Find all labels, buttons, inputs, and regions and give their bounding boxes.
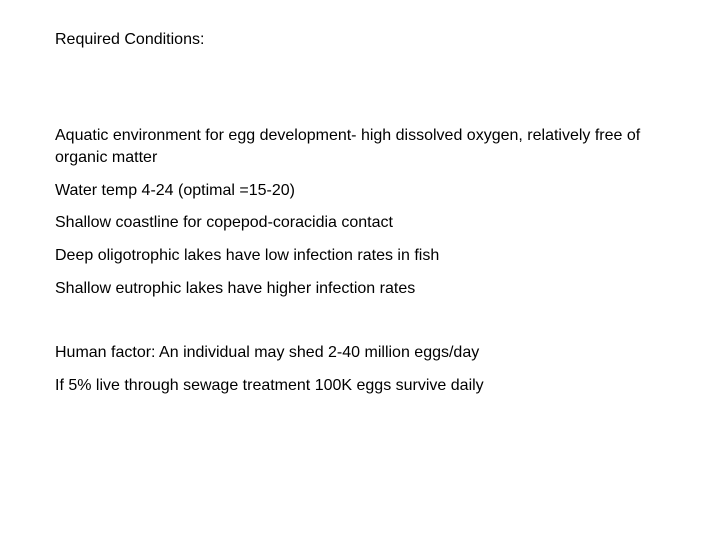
condition-water-temp: Water temp 4-24 (optimal =15-20) bbox=[55, 182, 295, 199]
human-factor-shedding: Human factor: An individual may shed 2-40 million eggs/day bbox=[55, 344, 480, 361]
slide-heading: Required Conditions: bbox=[55, 31, 205, 48]
condition-deep-oligotrophic-lakes: Deep oligotrophic lakes have low infection rates in fish bbox=[55, 247, 440, 264]
condition-aquatic-environment: Aquatic environment for egg development- high dissolved oxygen, relatively free of organic matter bbox=[55, 127, 641, 166]
human-factor-sewage-survival: If 5% live through sewage treatment 100K eggs survive daily bbox=[55, 377, 484, 394]
condition-shallow-coastline: Shallow coastline for copepod-coracidia contact bbox=[55, 214, 393, 231]
condition-shallow-eutrophic-lakes: Shallow eutrophic lakes have higher infection rates bbox=[55, 280, 416, 297]
